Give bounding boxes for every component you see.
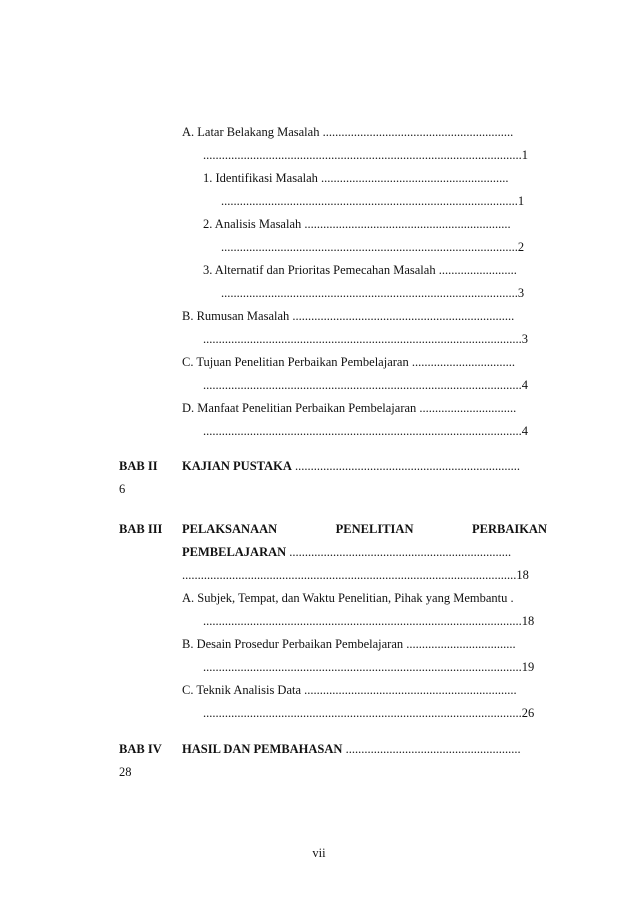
toc-entry-rumusan-page: ......................................................................................................3 xyxy=(203,332,528,346)
toc-entry-teknik: C. Teknik Analisis Data .................................................................... xyxy=(182,683,517,697)
chapter-label-bab4: BAB IV xyxy=(119,742,162,756)
chapter-title-bab4: HASIL DAN PEMBAHASAN xyxy=(182,742,343,756)
chapter-dots-bab4: ........................................................ xyxy=(342,742,521,756)
page-number: vii xyxy=(312,846,326,860)
chapter-page-bab3: ...........................................................................................................18 xyxy=(182,568,529,582)
toc-entry-identifikasi-page: ...............................................................................................1 xyxy=(221,194,525,208)
chapter-title-bab2: KAJIAN PUSTAKA xyxy=(182,459,292,473)
toc-entry-analisis-page: ...............................................................................................2 xyxy=(221,240,525,254)
toc-entry-tujuan: C. Tujuan Penelitian Perbaikan Pembelajaran ................................. xyxy=(182,355,515,369)
chapter-title-bab3-word2: PENELITIAN xyxy=(335,522,414,536)
toc-entry-alternatif-page: ...............................................................................................3 xyxy=(221,286,525,300)
toc-entry-identifikasi: 1. Identifikasi Masalah ............................................................ xyxy=(203,171,509,185)
toc-entry-latar-belakang-page: ......................................................................................................1 xyxy=(203,148,528,162)
toc-entry-manfaat-page: ......................................................................................................4 xyxy=(203,424,528,438)
chapter-title-bab3-line2 xyxy=(182,544,532,560)
chapter-title-bab3-pembelajaran: PEMBELAJARAN xyxy=(182,545,287,559)
chapter-label-bab2: BAB II xyxy=(119,459,158,473)
toc-entry-rumusan: B. Rumusan Masalah ....................................................................... xyxy=(182,309,515,323)
toc-entry-subjek-page: ......................................................................................................18 xyxy=(203,614,535,628)
toc-entry-manfaat: D. Manfaat Penelitian Perbaikan Pembelajaran ............................... xyxy=(182,401,517,415)
chapter-page-bab2: 6 xyxy=(119,482,126,496)
chapter-entry-bab4 xyxy=(182,741,532,757)
chapter-title-bab3 xyxy=(182,521,547,537)
toc-entry-subjek: A. Subjek, Tempat, dan Waktu Penelitian, Pihak yang Membantu . xyxy=(182,591,514,605)
chapter-entry-bab2 xyxy=(182,458,532,474)
toc-entry-latar-belakang: A. Latar Belakang Masalah ............................................................. xyxy=(182,125,514,139)
toc-entry-desain-page: ......................................................................................................19 xyxy=(203,660,535,674)
chapter-page-bab4: 28 xyxy=(119,765,132,779)
chapter-dots-bab2: ........................................................................ xyxy=(291,459,520,473)
toc-entry-alternatif: 3. Alternatif dan Prioritas Pemecahan Masalah ......................... xyxy=(203,263,517,277)
chapter-label-bab3: BAB III xyxy=(119,522,163,536)
chapter-dots-bab3: ....................................................................... xyxy=(286,545,512,559)
chapter-title-bab3-word1: PELAKSANAAN xyxy=(182,522,278,536)
toc-entry-teknik-page: ......................................................................................................26 xyxy=(203,706,535,720)
chapter-title-bab3-word3: PERBAIKAN xyxy=(471,522,547,536)
toc-entry-desain: B. Desain Prosedur Perbaikan Pembelajaran ................................... xyxy=(182,637,516,651)
toc-entry-analisis: 2. Analisis Masalah .................................................................. xyxy=(203,217,511,231)
toc-entry-tujuan-page: ......................................................................................................4 xyxy=(203,378,528,392)
